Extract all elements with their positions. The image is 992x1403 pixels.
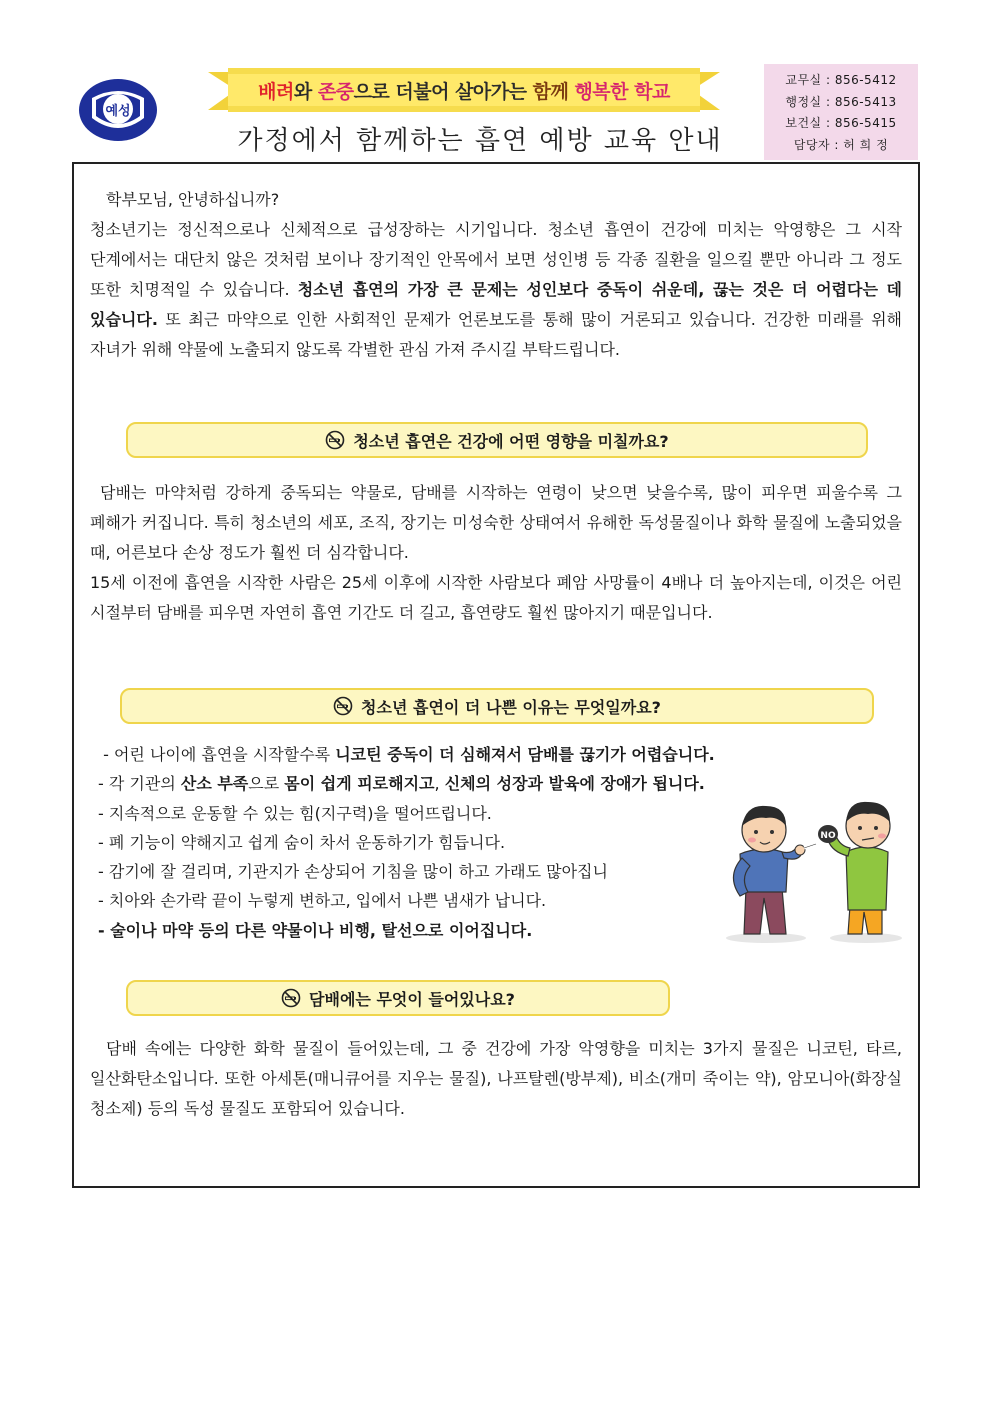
list-item-bold: 산소 부족 bbox=[180, 774, 249, 794]
section1-paragraph: 15세 이전에 흡연을 시작한 사람은 25세 이후에 시작한 사람보다 폐암 사망률이 4배나 더 높아지는데, 이것은 어린 시절부터 담배를 피우면 자연히 흡연 기간도 더 길고, 흡연량도 훨씬 많아지기 때문입니다. bbox=[90, 573, 902, 622]
slogan-part: 함께 bbox=[532, 80, 575, 103]
slogan-part: 존중 bbox=[317, 80, 354, 103]
list-item-text: , bbox=[434, 774, 445, 794]
list-item bbox=[98, 740, 738, 769]
reasons-list bbox=[98, 740, 738, 945]
list-item-text: 으로 bbox=[248, 774, 285, 794]
no-smoking-icon bbox=[325, 430, 345, 450]
section-heading bbox=[126, 422, 868, 458]
section3-body bbox=[90, 1034, 902, 1124]
contact-line: 행정실 : 856-5413 bbox=[785, 94, 897, 109]
school-logo bbox=[78, 78, 158, 142]
list-item: - 술이나 마약 등의 다른 약물이나 비행, 탈선으로 이어집니다. bbox=[98, 920, 533, 940]
list-item: - 폐 기능이 약해지고 쉽게 숨이 차서 운동하기가 힘듭니다. bbox=[98, 832, 506, 852]
list-item-bold: 니코틴 중독이 더 심해져서 담배를 끊기가 어렵습니다. bbox=[335, 745, 715, 764]
intro-text: 또 최근 마약으로 인한 사회적인 문제가 언론보도를 통해 많이 거론되고 있습니다. 건강한 미래를 위해 자녀가 위해 약물에 노출되지 않도록 각별한 관심 가져 주시길 부탁드립니다. bbox=[90, 310, 902, 359]
list-item-text: - 각 기관의 bbox=[98, 774, 181, 794]
section-heading-text: 청소년 흡연이 더 나쁜 이유는 무엇일까요? bbox=[361, 697, 661, 717]
no-smoking-icon bbox=[333, 696, 353, 716]
section-heading-text: 청소년 흡연은 건강에 어떤 영향을 미칠까요? bbox=[353, 431, 669, 451]
slogan-part: 배려 bbox=[258, 80, 294, 103]
intro-paragraph bbox=[90, 185, 902, 365]
list-item-bold: 몸이 쉽게 피로해지고 bbox=[284, 774, 435, 794]
list-item bbox=[98, 769, 738, 798]
list-item: - 치아와 손가락 끝이 누렇게 변하고, 입에서 나쁜 냄새가 납니다. bbox=[98, 891, 547, 911]
intro-text: 청소년기는 정신적으로나 신체적으로 급성장하는 시기입니다. 청소년 흡연이 건강에 미치는 악영향은 그 시작 단계에서는 대단치 않은 것처럼 보이나 장기적인 안목에서 보면 성인병 등 각종 질환을 일으킬 뿐만 아니라 그 정도 또한 치명적일 수 있습니다. bbox=[90, 220, 902, 299]
section1-paragraph: 담배는 마약처럼 강하게 중독되는 약물로, 담배를 시작하는 연령이 낮으면 낮을수록, 많이 피우면 피울수록 그 폐해가 커집니다. 특히 청소년의 세포, 조직, 장기는 미성숙한 상태여서 유해한 독성물질이나 화학 물질에 노출되었을 때, 어른보다 손상 정도가 훨씬 더 심각합니다. bbox=[90, 483, 902, 562]
page-title: 가정에서 함께하는 흡연 예방 교육 안내 bbox=[237, 126, 723, 156]
contact-line: 교무실 : 856-5412 bbox=[785, 73, 897, 87]
slogan-part: 으로 더불어 살아가는 bbox=[353, 80, 533, 103]
section-heading bbox=[126, 980, 670, 1016]
list-item-bold: 신체의 성장과 발육에 장애가 됩니다. bbox=[444, 774, 705, 794]
section-heading bbox=[120, 688, 874, 724]
kids-illustration bbox=[716, 796, 906, 946]
contact-line: 보건실 : 856-5415 bbox=[785, 116, 897, 130]
intro-bold-text: 청소년 흡연의 가장 큰 문제는 성인보다 중독이 쉬운데, 끊는 것은 더 어렵다는 데 있습니다. bbox=[90, 280, 903, 329]
section3-paragraph: 담배 속에는 다양한 화학 물질이 들어있는데, 그 중 건강에 가장 악영향을 미치는 3가지 물질은 니코틴, 타르, 일산화탄소입니다. 또한 아세톤(매니큐어를 지우는 물질), 나프탈렌(방부제), 비소(개미 죽이는 약), 암모니아(화장실 청소제) 등의 독성 물질도 포함되어 있습니다. bbox=[90, 1039, 902, 1118]
intro-body bbox=[90, 215, 902, 365]
no-sign-text: NO bbox=[820, 831, 836, 841]
slogan-part: 와 bbox=[293, 80, 318, 103]
contact-line: 담당자 : 허 희 정 bbox=[793, 137, 889, 152]
list-item-text: - 어린 나이에 흡연을 시작할수록 bbox=[98, 745, 336, 764]
logo-text: 예성 bbox=[105, 104, 131, 119]
greeting: 학부모님, 안녕하십니까? bbox=[106, 190, 280, 209]
no-smoking-icon bbox=[281, 988, 301, 1008]
list-item: - 지속적으로 운동할 수 있는 힘(지구력)을 떨어뜨립니다. bbox=[98, 803, 492, 823]
contact-box bbox=[764, 64, 918, 160]
section-heading-text: 담배에는 무엇이 들어있나요? bbox=[309, 989, 515, 1009]
list-item: - 감기에 잘 걸리며, 기관지가 손상되어 기침을 많이 하고 가래도 많아집니 bbox=[98, 862, 608, 882]
slogan-text bbox=[208, 66, 720, 114]
slogan-part: 행복한 학교 bbox=[574, 80, 670, 103]
section1-body bbox=[90, 478, 902, 628]
